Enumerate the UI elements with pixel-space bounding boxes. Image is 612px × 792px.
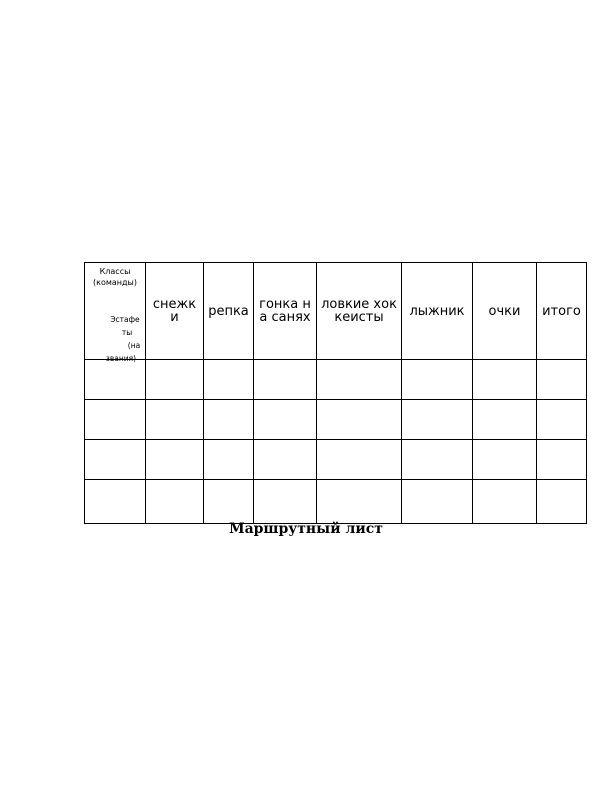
column-label: ловкие хоккеисты (321, 297, 397, 325)
table-cell (204, 440, 254, 480)
header-row (85, 263, 587, 360)
column-header-turnip (204, 263, 254, 360)
table-cell (146, 480, 204, 524)
table-cell (537, 400, 587, 440)
column-label: итого (542, 303, 581, 319)
table-cell (204, 360, 254, 400)
table-cell (254, 480, 317, 524)
table-cell (85, 360, 146, 400)
table-row (85, 360, 587, 400)
table-cell (317, 360, 402, 400)
relays-label-part-4: звания) (105, 354, 137, 363)
table-cell (402, 440, 473, 480)
table-row (85, 400, 587, 440)
corner-header-cell (85, 263, 146, 363)
column-label: снежки (152, 297, 197, 325)
column-header-skier (402, 263, 473, 360)
table-cell (473, 480, 537, 524)
column-label: очки (488, 303, 521, 319)
table-cell (537, 480, 587, 524)
column-header-snowballs (146, 263, 204, 360)
table-row (85, 480, 587, 524)
table-cell (254, 440, 317, 480)
table-cell (317, 400, 402, 440)
relays-names-label (87, 313, 143, 365)
table-cell (402, 360, 473, 400)
relays-label-part-2: ты (121, 328, 133, 337)
table-cell (146, 440, 204, 480)
table-cell (204, 400, 254, 440)
column-header-sled-race (254, 263, 317, 360)
table-cell (254, 400, 317, 440)
table-cell (146, 360, 204, 400)
classes-teams-label: Классы (команды) (93, 267, 137, 287)
table-cell (317, 480, 402, 524)
table-cell (146, 400, 204, 440)
table-cell (85, 400, 146, 440)
relays-label-part-1: Эстафе (110, 315, 140, 324)
table-cell (473, 360, 537, 400)
table-cell (85, 480, 146, 524)
table-cell (537, 440, 587, 480)
table-cell (402, 400, 473, 440)
table-row (85, 440, 587, 480)
column-header-hockey-players (317, 263, 402, 360)
table-cell (537, 360, 587, 400)
table-cell (317, 440, 402, 480)
table-cell (85, 440, 146, 480)
route-sheet-title: Маршрутный лист (229, 521, 383, 537)
table-cell (402, 480, 473, 524)
route-sheet-table (84, 262, 587, 524)
table-cell (204, 480, 254, 524)
table-cell (254, 360, 317, 400)
table-cell (473, 400, 537, 440)
route-sheet-table-wrapper (84, 262, 586, 523)
column-label: лыжник (409, 303, 465, 319)
column-header-total (537, 263, 587, 360)
column-label: репка (208, 303, 249, 319)
column-label: гонка на санях (259, 297, 311, 325)
column-header-points (473, 263, 537, 360)
table-cell (473, 440, 537, 480)
relays-label-part-3: (на (127, 341, 141, 350)
